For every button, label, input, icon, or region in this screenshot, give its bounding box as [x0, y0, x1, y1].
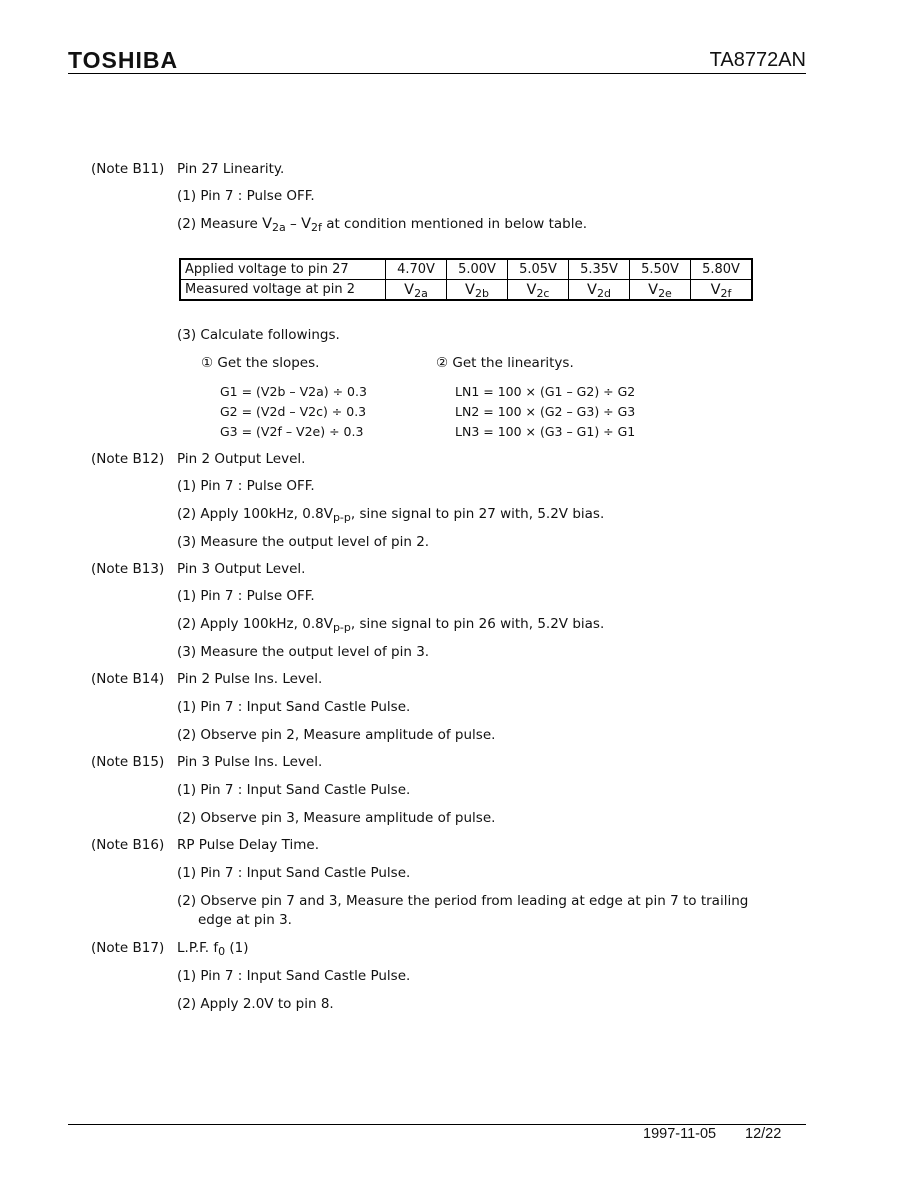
table-cell: $V_{2a}$ [386, 280, 447, 301]
note-b12-step3: (3) Measure the output level of pin 2. [177, 534, 430, 550]
table-cell: 5.35V [569, 259, 630, 280]
note-b13-step2: (2) Apply 100kHz, $0.8V_{p-p}$, sine signal to pin 26 with, 5.2V bias. [177, 616, 605, 634]
footer-page-number: 12/22 [745, 1126, 782, 1142]
note-b11-step1: (1) Pin 7 : Pulse OFF. [177, 188, 315, 204]
note-b17-title: L.P.F. $f_0$ (1) [177, 940, 249, 958]
company-logo: TOSHIBA [68, 47, 179, 73]
note-b11-tag: (Note B11) [91, 161, 165, 177]
part-number: TA8772AN [709, 49, 806, 71]
note-b16-step2-line2: edge at pin 3. [198, 912, 292, 928]
formula-ln3: LN3 = 100 × (G3 – G1) ÷ G1 [455, 424, 636, 439]
footer-divider [68, 1124, 806, 1125]
note-b14-tag: (Note B14) [91, 671, 165, 687]
note-b14-step2: (2) Observe pin 2, Measure amplitude of pulse. [177, 727, 496, 743]
note-b16-tag: (Note B16) [91, 837, 165, 853]
slopes-heading: ① Get the slopes. [201, 355, 320, 371]
note-b11-title: Pin 27 Linearity. [177, 161, 285, 177]
formula-g3: G3 = (V2f – V2e) ÷ 0.3 [220, 424, 364, 439]
note-b12-title: Pin 2 Output Level. [177, 451, 306, 467]
note-b12-step2: (2) Apply 100kHz, $0.8V_{p-p}$, sine signal to pin 27 with, 5.2V bias. [177, 506, 605, 524]
note-b13-tag: (Note B13) [91, 561, 165, 577]
note-b15-title: Pin 3 Pulse Ins. Level. [177, 754, 323, 770]
note-b11-step2: (2) Measure $V_{2a} - V_{2f}$ at condition mentioned in below table. [177, 216, 588, 234]
table-cell: 5.00V [447, 259, 508, 280]
note-b15-step1: (1) Pin 7 : Input Sand Castle Pulse. [177, 782, 411, 798]
note-b17-tag: (Note B17) [91, 940, 165, 956]
note-b13-title: Pin 3 Output Level. [177, 561, 306, 577]
table-cell: 5.50V [630, 259, 691, 280]
note-b17-step1: (1) Pin 7 : Input Sand Castle Pulse. [177, 968, 411, 984]
row-label-measured: Measured voltage at pin 2 [180, 280, 386, 301]
note-b17-step2: (2) Apply 2.0V to pin 8. [177, 996, 334, 1012]
note-b16-step2-line1: (2) Observe pin 7 and 3, Measure the period from leading at edge at pin 7 to trailing [177, 893, 749, 909]
note-b12-step1: (1) Pin 7 : Pulse OFF. [177, 478, 315, 494]
table-row [180, 280, 752, 301]
table-row [180, 259, 752, 280]
note-b15-tag: (Note B15) [91, 754, 165, 770]
note-b12-tag: (Note B12) [91, 451, 165, 467]
note-b16-title: RP Pulse Delay Time. [177, 837, 319, 853]
note-b15-step2: (2) Observe pin 3, Measure amplitude of pulse. [177, 810, 496, 826]
note-b16-step1: (1) Pin 7 : Input Sand Castle Pulse. [177, 865, 411, 881]
note-b14-step1: (1) Pin 7 : Input Sand Castle Pulse. [177, 699, 411, 715]
formula-ln2: LN2 = 100 × (G2 – G3) ÷ G3 [455, 404, 636, 419]
table-cell: $V_{2d}$ [569, 280, 630, 301]
header-divider [68, 73, 806, 74]
table-cell: $V_{2f}$ [691, 280, 753, 301]
formula-g2: G2 = (V2d – V2c) ÷ 0.3 [220, 404, 367, 419]
table-cell: 4.70V [386, 259, 447, 280]
note-b13-step1: (1) Pin 7 : Pulse OFF. [177, 588, 315, 604]
table-cell: $V_{2e}$ [630, 280, 691, 301]
table-cell: 5.05V [508, 259, 569, 280]
linearity-heading: ② Get the linearitys. [436, 355, 574, 371]
formula-ln1: LN1 = 100 × (G1 – G2) ÷ G2 [455, 384, 636, 399]
note-b11-step3: (3) Calculate followings. [177, 327, 340, 343]
table-cell: $V_{2b}$ [447, 280, 508, 301]
footer-date: 1997-11-05 [643, 1126, 717, 1142]
note-b14-title: Pin 2 Pulse Ins. Level. [177, 671, 323, 687]
note-b13-step3: (3) Measure the output level of pin 3. [177, 644, 430, 660]
table-cell: 5.80V [691, 259, 753, 280]
formula-g1: G1 = (V2b – V2a) ÷ 0.3 [220, 384, 367, 399]
table-cell: $V_{2c}$ [508, 280, 569, 301]
row-label-applied: Applied voltage to pin 27 [180, 259, 386, 280]
linearity-table [179, 258, 753, 301]
